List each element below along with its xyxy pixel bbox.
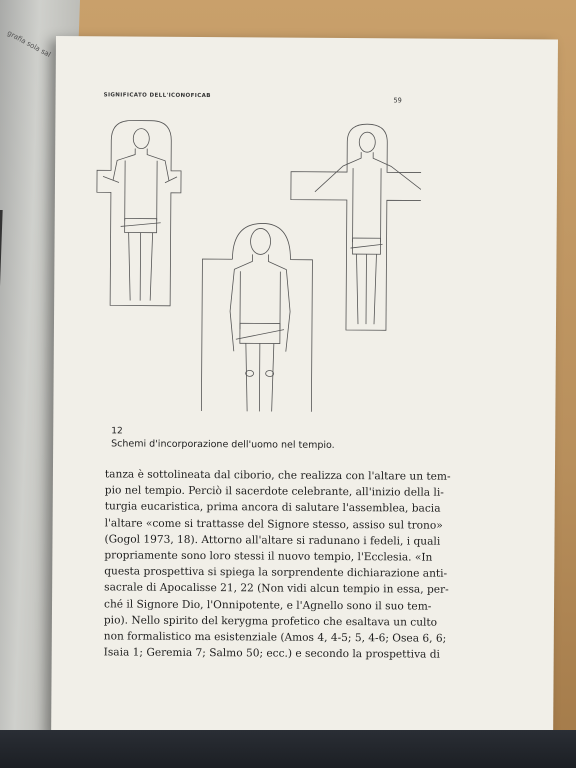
page-number: 59 xyxy=(393,96,402,105)
text-line: non formalistico ma esistenziale (Amos 4, 4-5; 5, 4-6; Osea 6, 6; xyxy=(103,630,447,645)
text-line: l'altare «come si trattasse del Signore stesso, assiso sul trono» xyxy=(104,516,443,532)
text-line: sacrale di Apocalisse 21, 22 (Non vidi alcun tempio in essa, per- xyxy=(104,581,449,597)
book-page xyxy=(51,36,558,739)
temple-schemes-figure xyxy=(89,110,421,412)
text-line: pio). Nello spirito del kerygma profetico che esaltava un culto xyxy=(103,614,438,629)
body-text xyxy=(104,466,490,663)
text-line: pio nel tempio. Perciò il sacerdote celebrante, all'inizio della li- xyxy=(104,484,444,499)
text-line: questa prospettiva si spiega la sorprendente dichiarazione anti- xyxy=(104,565,448,580)
scheme-right xyxy=(290,124,422,331)
figure-caption: Schemi d'incorporazione dell'uomo nel tempio. xyxy=(111,438,335,451)
edge-text: grafia sola sal xyxy=(5,29,53,59)
text-line: turgia eucaristica, prima ancora di salutare l'assemblea, bacia xyxy=(104,500,441,516)
scheme-left xyxy=(96,120,181,306)
text-line: tanza è sottolineata dal ciborio, che realizza con l'altare un tem- xyxy=(104,468,451,483)
text-line: Isaia 1; Geremia 7; Salmo 50; ecc.) e secondo la prospettiva di xyxy=(103,646,440,661)
edge-shadow xyxy=(0,210,3,330)
dark-surface xyxy=(0,730,576,768)
text-line: ché il Signore Dio, l'Onnipotente, e l'Agnello sono il suo tem- xyxy=(103,597,432,613)
text-line: propriamente sono loro stessi il nuovo tempio, l'Ecclesia. «In xyxy=(104,549,433,564)
text-line: (Gogol 1973, 18). Attorno all'altare si radunano i fedeli, i quali xyxy=(104,533,441,548)
running-head: SIGNIFICATO DELL'ICONOFICAB xyxy=(103,92,211,100)
scheme-center xyxy=(201,223,312,413)
figure-number: 12 xyxy=(111,426,123,437)
